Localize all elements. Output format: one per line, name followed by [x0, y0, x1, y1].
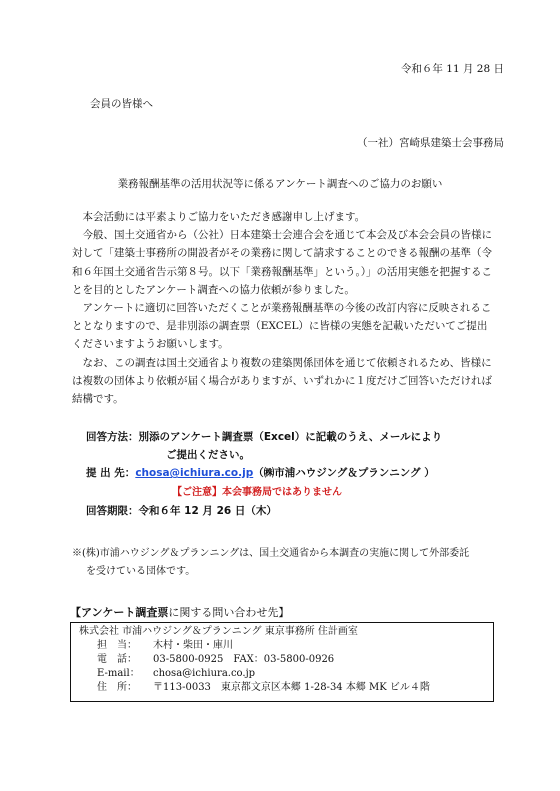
- body-paragraph-2: 今般、国土交通省から（公社）日本建築士会連合会を通じて本会及び本会会員の皆様に対して「建築士事務所の開設者がその業務に関して請求することのできる報酬の基準（令和６年国土交通省告示第８号。以下「業務報酬基準」という。）」の活用実態を把握することを目的としたアンケート調査への協力依頼が参りました。: [72, 229, 492, 296]
- contact-address-row: [79, 681, 493, 695]
- deadline-row: [86, 502, 277, 520]
- body-paragraph-1: 本会活動には平素よりご協力をいただき感謝申し上げます。: [82, 211, 366, 223]
- footnote-line-1: ※(株)市浦ハウジング＆プランニングは、国土交通省から本調査の実施に関して外部委託: [72, 548, 470, 559]
- footnote-line-2: を受けている団体です。: [86, 566, 196, 577]
- contact-address-label: 住 所：: [97, 682, 137, 693]
- contact-org: 株式会社 市浦ハウジング＆プランニング 東京事務所 住計画室: [79, 626, 358, 637]
- contact-email-label: E-mail：: [97, 668, 140, 679]
- destination-label: 提 出 先：: [86, 467, 136, 479]
- deadline-value: 令和６年 12 月 26 日（木）: [138, 505, 277, 517]
- sender: （一社）宮崎県建築士会事務局: [357, 137, 504, 149]
- contact-title-rest: に関する問い合わせ先】: [168, 606, 290, 619]
- contact-title: [70, 604, 289, 620]
- contact-person-value: 木村・柴田・庫川: [153, 640, 233, 651]
- footnote: [72, 545, 502, 581]
- contact-tel-row: [79, 653, 493, 667]
- contact-address-value: 〒113-0033 東京都文京区本郷 1-28-34 本郷 MK ビル４階: [153, 682, 430, 693]
- greeting: 会員の皆様へ: [90, 98, 153, 110]
- method-row-cont: [86, 446, 250, 464]
- destination-row: [86, 464, 435, 482]
- contact-email-row: [79, 667, 493, 681]
- contact-tel-value: 03-5800-0925 FAX：03-5800-0926: [153, 654, 335, 665]
- contact-title-bold: 【アンケート調査票: [70, 606, 169, 619]
- warning-note: 【ご注意】本会事務局ではありません: [172, 487, 342, 498]
- method-row: [86, 428, 442, 446]
- contact-box: [70, 622, 494, 702]
- document-date: 令和６年 11 月 28 日: [400, 63, 504, 75]
- contact-email-value[interactable]: chosa@ichiura.co.jp: [153, 668, 256, 679]
- contact-person-row: [79, 639, 493, 653]
- document-subject: 業務報酬基準の活用状況等に係るアンケート調査へのご協力のお願い: [117, 178, 443, 190]
- destination-company: （㈱市浦ハウジング＆プランニング ）: [253, 467, 435, 479]
- destination-email-link[interactable]: chosa@ichiura.co.jp: [135, 467, 254, 479]
- method-text-cont: ご提出ください。: [166, 449, 250, 461]
- contact-tel-label: 電 話：: [97, 654, 137, 665]
- body-text: [72, 208, 492, 408]
- body-paragraph-3: アンケートに適切に回答いただくことが業務報酬基準の今後の改訂内容に反映されることとなりますので、是非別添の調査票（EXCEL）に皆様の実態を記載いただいてご提出くださいますようお願いします。: [72, 302, 492, 351]
- deadline-label: 回答期限：: [86, 505, 139, 517]
- method-text: 別添のアンケート調査票（Excel）に記載のうえ、メールにより: [138, 431, 443, 443]
- body-paragraph-4: なお、この調査は国土交通省より複数の建築関係団体を通じて依頼されるため、皆様には複数の団体より依頼が届く場合がありますが、いずれかに１度だけご回答いただければ結構です。: [72, 356, 492, 406]
- method-label: 回答方法：: [86, 431, 139, 443]
- contact-person-label: 担 当：: [97, 640, 137, 651]
